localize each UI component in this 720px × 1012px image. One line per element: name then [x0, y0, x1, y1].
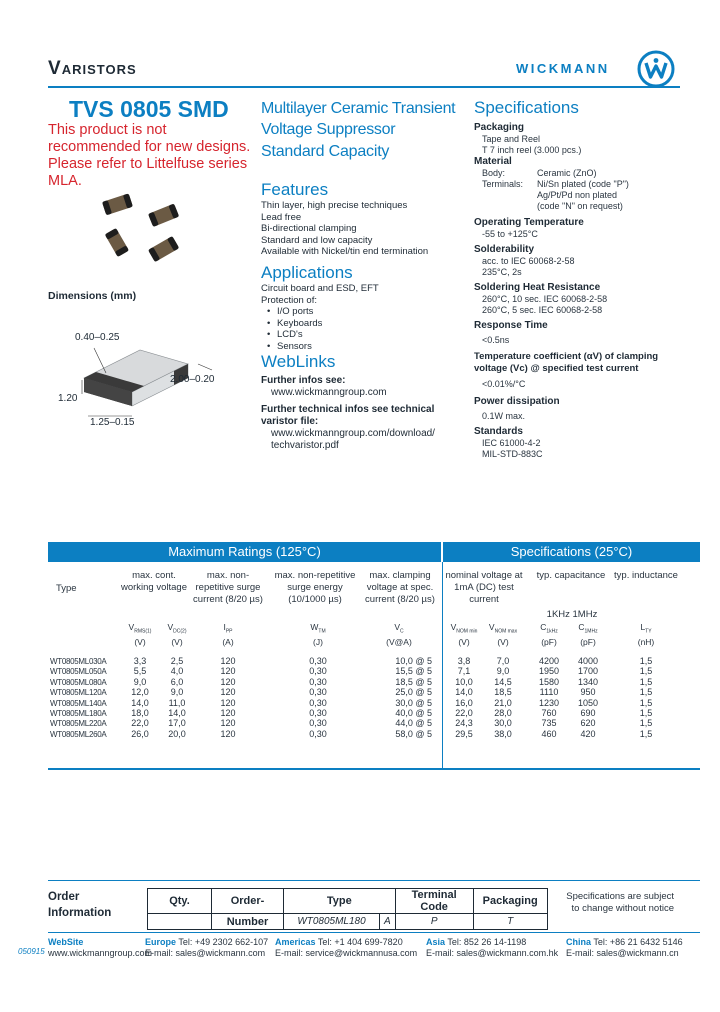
packaging-value: T 7 inch reel (3.000 pcs.)	[482, 145, 582, 155]
change-notice-line: Specifications are subject	[566, 891, 674, 902]
operating-temp-value: -55 to +125°C	[482, 229, 538, 239]
value-cell: 14,0	[455, 687, 473, 698]
value-cell: 3,8	[457, 656, 471, 666]
material-terminals-value: Ni/Sn plated (code "P")	[537, 179, 629, 189]
value-cell: 2,5	[170, 656, 184, 666]
unit-label: (V)	[134, 636, 146, 647]
footer-china	[566, 937, 683, 959]
feature-item: Bi-directional clamping	[261, 223, 357, 234]
symbol-main: W	[310, 622, 319, 632]
value-cell: 25,0 @ 5	[395, 687, 432, 698]
material-heading: Material	[474, 156, 512, 167]
europe-email[interactable]: E-mail: sales@wickmann.com	[145, 948, 266, 958]
desc-line-2: Voltage Suppressor	[261, 121, 396, 138]
packaging-value: Tape and Reel	[482, 134, 541, 144]
solderability-heading: Solderability	[474, 244, 535, 255]
americas-label: Americas	[275, 937, 316, 947]
value-cell: 18,5	[494, 687, 512, 698]
order-rule	[48, 880, 700, 881]
value-cell: 1,5	[639, 728, 653, 739]
footer-rule	[48, 932, 700, 933]
value-cell: 0,30	[309, 676, 327, 687]
value-cell: 10,0 @ 5	[395, 656, 432, 666]
order-label-1: Order	[48, 891, 80, 903]
working-voltage-header: max. cont. working voltage	[120, 570, 187, 593]
china-tel: Tel: +86 21 6432 5146	[593, 937, 683, 947]
standards-heading: Standards	[474, 426, 523, 437]
dim-length: 2.00–0.20	[170, 374, 215, 385]
china-label: China	[566, 937, 592, 947]
symbol-main: C	[540, 622, 547, 632]
value-cell: 0,30	[309, 666, 327, 677]
feature-item: Available with Nickel/tin end termination	[261, 246, 429, 257]
weblinks-heading: WebLinks	[261, 352, 336, 371]
asia-label: Asia	[426, 937, 446, 947]
value-cell: 0,30	[309, 697, 327, 708]
symbol-sub: 1kHz	[546, 628, 558, 635]
value-cell: 120	[220, 687, 236, 698]
symbol-main: V	[167, 622, 174, 632]
value-cell: 620	[580, 718, 596, 729]
china-email[interactable]: E-mail: sales@wickmann.cn	[566, 948, 679, 958]
heat-resistance-value: 260°C, 10 sec. IEC 60068-2-58	[482, 294, 608, 304]
value-cell: 120	[220, 676, 236, 687]
chip-components-image	[90, 188, 200, 278]
type-column-header: Type	[56, 583, 77, 594]
specifications-list	[474, 122, 684, 460]
value-cell: 120	[220, 666, 236, 677]
unit-label: (V)	[171, 636, 183, 647]
dim-width: 1.25–0.15	[90, 417, 135, 428]
symbol-main: V	[488, 622, 495, 632]
value-cell: 29,5	[455, 728, 473, 739]
application-bullet: • LCD's	[261, 329, 466, 341]
value-cell: 18,0	[131, 708, 149, 718]
order-number-header-2: Number	[212, 914, 284, 930]
order-number-header-1: Order-	[212, 889, 284, 914]
symbol-sub: C	[400, 628, 404, 635]
symbol-header	[482, 622, 524, 647]
feature-item: Lead free	[261, 211, 302, 223]
value-cell: 1,5	[639, 656, 653, 666]
product-description	[261, 98, 471, 140]
value-cell: 40,0 @ 5	[395, 708, 432, 718]
value-cell: 58,0 @ 5	[395, 728, 432, 739]
symbol-main: L	[640, 622, 646, 632]
value-cell: 690	[580, 708, 596, 718]
value-cell: 16,0	[455, 697, 473, 708]
material-terminals	[474, 179, 684, 190]
value-cell: 22,0	[455, 708, 473, 718]
value-cell: 1,5	[639, 697, 653, 708]
applications-heading: Applications	[261, 263, 353, 282]
terminal-code-value: P	[395, 914, 473, 930]
value-cell: 17,0	[168, 718, 186, 729]
value-cell: 1,5	[639, 708, 653, 718]
value-cell: 4,0	[170, 666, 184, 677]
unit-label: (pF)	[580, 636, 596, 647]
features-list	[261, 200, 466, 258]
operating-temp-heading: Operating Temperature	[474, 217, 584, 228]
value-cell: 14,0	[168, 708, 186, 718]
temp-coefficient-heading: Temperature coefficient (αV) of clamping voltage (Vc) @ specified test current	[474, 351, 659, 374]
category-rest: ARISTORS	[61, 62, 137, 77]
europe-label: Europe	[145, 937, 177, 947]
response-time-value: <0.5ns	[482, 335, 510, 345]
type-cell: WT0805ML260A	[50, 729, 107, 739]
value-cell: 30,0	[494, 718, 512, 729]
asia-tel: Tel: 852 26 14-1198	[447, 937, 527, 947]
value-cell: 26,0	[131, 728, 149, 739]
application-bullet: • I/O ports	[261, 306, 466, 318]
packaging-heading: Packaging	[474, 122, 525, 133]
weblinks-label-1: Further infos see:	[261, 375, 346, 386]
value-cell: 24,3	[455, 718, 473, 729]
value-cell: 1,5	[639, 676, 653, 687]
packaging-header: Packaging	[473, 889, 547, 914]
value-cell: 1340	[577, 676, 599, 687]
symbol-header	[158, 622, 196, 647]
value-cell: 22,0	[131, 718, 149, 729]
value-cell: 4000	[577, 656, 599, 666]
value-cell: 5,5	[133, 666, 147, 677]
type-cell: WT0805ML220A	[50, 719, 107, 729]
value-cell: 28,0	[494, 708, 512, 718]
change-notice-line: to change without notice	[571, 903, 674, 914]
standards-value: MIL-STD-883C	[482, 449, 543, 459]
qty-header: Qty.	[148, 889, 212, 914]
value-cell: 12,0	[131, 687, 149, 698]
value-cell: 38,0	[494, 728, 512, 739]
product-title: TVS 0805 SMD	[69, 96, 229, 122]
value-cell: 6,0	[170, 676, 184, 687]
symbol-sub: NOM max	[494, 628, 518, 635]
type-cell: WT0805ML030A	[50, 657, 107, 666]
clamping-voltage-header: max. clamping voltage at spec. current (8/20 µs)	[365, 570, 435, 605]
value-cell: 0,30	[309, 718, 327, 729]
symbol-sub: TY	[645, 628, 652, 635]
value-cell: 11,0	[168, 697, 186, 708]
symbol-header	[366, 622, 432, 647]
symbol-header	[446, 622, 482, 647]
value-cell: 18,5 @ 5	[395, 676, 432, 687]
solderability-value: acc. to IEC 60068-2-58	[482, 256, 575, 266]
footer-asia	[426, 937, 558, 959]
weblink-url-1[interactable]: www.wickmanngroup.com	[271, 387, 387, 398]
desc-line-3: Standard Capacity	[261, 143, 390, 160]
footer-website	[48, 937, 152, 959]
max-ratings-header: Maximum Ratings (125°C)	[48, 542, 441, 562]
unit-label: (A)	[222, 636, 234, 647]
symbol-main: V	[450, 622, 457, 632]
surge-energy-header: max. non-repetitive surge energy (10/1000 µs)	[274, 570, 356, 605]
packaging-value: T	[473, 914, 547, 930]
unit-label: (V@A)	[386, 636, 412, 647]
value-cell: 30,0 @ 5	[395, 697, 432, 708]
material-terminals-value: (code "N" on request)	[537, 201, 623, 211]
not-recommended-warning: This product is not recommended for new designs. Please refer to Littelfuse series MLA.	[48, 122, 251, 189]
value-cell: 120	[220, 718, 236, 729]
value-cell: 9,0	[133, 676, 147, 687]
value-cell: 120	[220, 697, 236, 708]
value-cell: 1050	[577, 697, 599, 708]
weblinks-block	[261, 375, 451, 452]
type-cell: WT0805ML080A	[50, 677, 107, 687]
material-body-value: Ceramic (ZnO)	[537, 168, 597, 178]
symbol-header	[204, 622, 252, 647]
americas-email[interactable]: E-mail: service@wickmannusa.com	[275, 948, 418, 958]
symbol-sub: TM	[318, 628, 326, 635]
material-terminals-key: Terminals:	[482, 179, 524, 189]
symbol-header	[530, 622, 568, 647]
application-line: Circuit board and ESD, EFT	[261, 283, 379, 294]
europe-tel: Tel: +49 2302 662-107	[178, 937, 269, 947]
power-dissipation-value: 0.1W max.	[482, 411, 526, 421]
standards-value: IEC 61000-4-2	[482, 438, 541, 448]
surge-current-header: max. non-repetitive surge current (8/20 µs)	[193, 570, 263, 605]
value-cell: 4200	[538, 656, 560, 666]
type-cell: WT0805ML180A	[50, 709, 107, 718]
value-cell: 7,1	[457, 666, 471, 677]
weblink-url-2[interactable]: www.wickmanngroup.com/download/ techvaristor.pdf	[271, 428, 435, 451]
value-cell: 1580	[538, 676, 560, 687]
specifications-heading: Specifications	[474, 98, 579, 117]
power-dissipation-heading: Power dissipation	[474, 396, 560, 407]
symbol-header	[628, 622, 664, 647]
applications-list	[261, 283, 466, 352]
symbol-header	[568, 622, 608, 647]
value-cell: 1,5	[639, 718, 653, 729]
value-cell: 1950	[538, 666, 560, 677]
feature-item: Thin layer, high precise techniques	[261, 200, 408, 211]
value-cell: 1700	[577, 666, 599, 677]
value-cell: 44,0 @ 5	[395, 718, 432, 729]
americas-tel: Tel: +1 404 699-7820	[317, 937, 403, 947]
material-body-key: Body:	[482, 168, 506, 178]
symbol-sub: RMS(1)	[134, 628, 152, 635]
website-url[interactable]: www.wickmanngroup.com	[48, 948, 153, 958]
value-cell: 120	[220, 728, 236, 739]
response-time-heading: Response Time	[474, 320, 548, 331]
value-cell: 14,0	[131, 697, 149, 708]
inductance-header: typ. inductance	[614, 570, 678, 581]
type-cell: WT0805ML120A	[50, 688, 107, 698]
value-cell: 10,0	[455, 676, 473, 687]
value-cell: 9,0	[170, 687, 184, 698]
weblinks-label-2: Further technical infos see technical varistor file:	[261, 404, 435, 427]
heat-resistance-heading: Soldering Heat Resistance	[474, 282, 601, 293]
change-notice	[566, 891, 674, 915]
qty-field[interactable]	[148, 914, 212, 930]
symbol-header	[118, 622, 162, 647]
temp-coefficient-value: <0.01%/°C	[482, 379, 526, 389]
value-cell: 20,0	[168, 728, 186, 739]
value-cell: 1,5	[639, 687, 653, 698]
value-cell: 1,5	[639, 666, 653, 677]
value-cell: 9,0	[496, 666, 510, 677]
value-cell: 1230	[538, 697, 560, 708]
dim-terminal-width: 0.40–0.25	[75, 332, 120, 343]
order-table	[147, 888, 548, 930]
website-label: WebSite	[48, 937, 84, 947]
document-code: 050915	[18, 947, 45, 956]
type-value: WT0805ML180	[284, 914, 380, 930]
asia-email[interactable]: E-mail: sales@wickmann.com.hk	[426, 948, 559, 958]
unit-label: (J)	[313, 636, 323, 647]
value-cell: 0,30	[309, 728, 327, 739]
nominal-voltage-header: nominal voltage at 1mA (DC) test current	[445, 570, 523, 605]
symbol-sub: NOM min	[456, 628, 478, 635]
application-bullet: • Keyboards	[261, 318, 466, 330]
symbol-sub: PP	[225, 628, 233, 635]
value-cell: 120	[220, 708, 236, 718]
capacitance-freq-header: 1KHz 1MHz	[546, 609, 598, 620]
value-cell: 120	[220, 656, 236, 666]
terminal-code-header: Terminal Code	[395, 889, 473, 914]
header-rule	[48, 86, 680, 88]
value-cell: 14,5	[494, 676, 512, 687]
type-header: Type	[284, 889, 396, 914]
symbol-sub: DC(2)	[173, 628, 187, 635]
application-line: Protection of:	[261, 294, 317, 306]
feature-item: Standard and low capacity	[261, 234, 373, 246]
features-heading: Features	[261, 180, 329, 199]
type-cell: WT0805ML050A	[50, 667, 107, 677]
value-cell: 950	[580, 687, 596, 698]
category-title	[48, 58, 137, 80]
dim-height: 1.20	[58, 393, 78, 404]
unit-label: (V)	[458, 636, 470, 647]
specs-25c-header: Specifications (25°C)	[443, 542, 700, 562]
application-bullet: • Sensors	[261, 341, 466, 353]
value-cell: 735	[541, 718, 557, 729]
category-first-letter: V	[48, 58, 62, 79]
dimensions-heading: Dimensions (mm)	[48, 290, 137, 302]
symbol-sub: 1MHz	[584, 628, 598, 635]
order-information-label	[48, 889, 111, 921]
solderability-value: 235°C, 2s	[482, 267, 522, 277]
capacitance-header: typ. capacitance	[536, 570, 606, 581]
type-cell: WT0805ML140A	[50, 698, 107, 708]
value-cell: 420	[580, 728, 596, 739]
value-cell: 0,30	[309, 656, 327, 666]
value-cell: 21,0	[494, 697, 512, 708]
value-cell: 0,30	[309, 708, 327, 718]
symbol-main: V	[128, 622, 135, 632]
desc-line-1: Multilayer Ceramic Transient	[261, 100, 456, 117]
symbol-main: I	[223, 622, 226, 632]
footer-americas	[275, 937, 417, 959]
footer-europe	[145, 937, 268, 959]
unit-label: (V)	[497, 636, 509, 647]
table-divider	[442, 562, 443, 768]
value-cell: 15,5 @ 5	[395, 666, 432, 677]
heat-resistance-value: 260°C, 5 sec. IEC 60068-2-58	[482, 305, 603, 315]
value-cell: 1110	[539, 687, 559, 698]
material-body	[474, 168, 684, 179]
value-cell: 460	[541, 728, 557, 739]
order-label-2: Information	[48, 907, 112, 919]
value-cell: 0,30	[309, 687, 327, 698]
wickmann-logo-icon	[637, 50, 675, 88]
type-suffix-value: A	[380, 914, 396, 930]
material-terminals-value: Ag/Pt/Pd non plated	[537, 190, 618, 200]
symbol-main: C	[578, 622, 585, 632]
value-cell: 760	[541, 708, 557, 718]
symbol-main: V	[394, 622, 401, 632]
ratings-table	[48, 562, 700, 770]
unit-label: (nH)	[637, 636, 655, 647]
unit-label: (pF)	[541, 636, 557, 647]
value-cell: 3,3	[133, 656, 147, 666]
brand-name: WICKMANN	[516, 61, 610, 76]
symbol-header	[288, 622, 348, 647]
value-cell: 7,0	[496, 656, 510, 666]
